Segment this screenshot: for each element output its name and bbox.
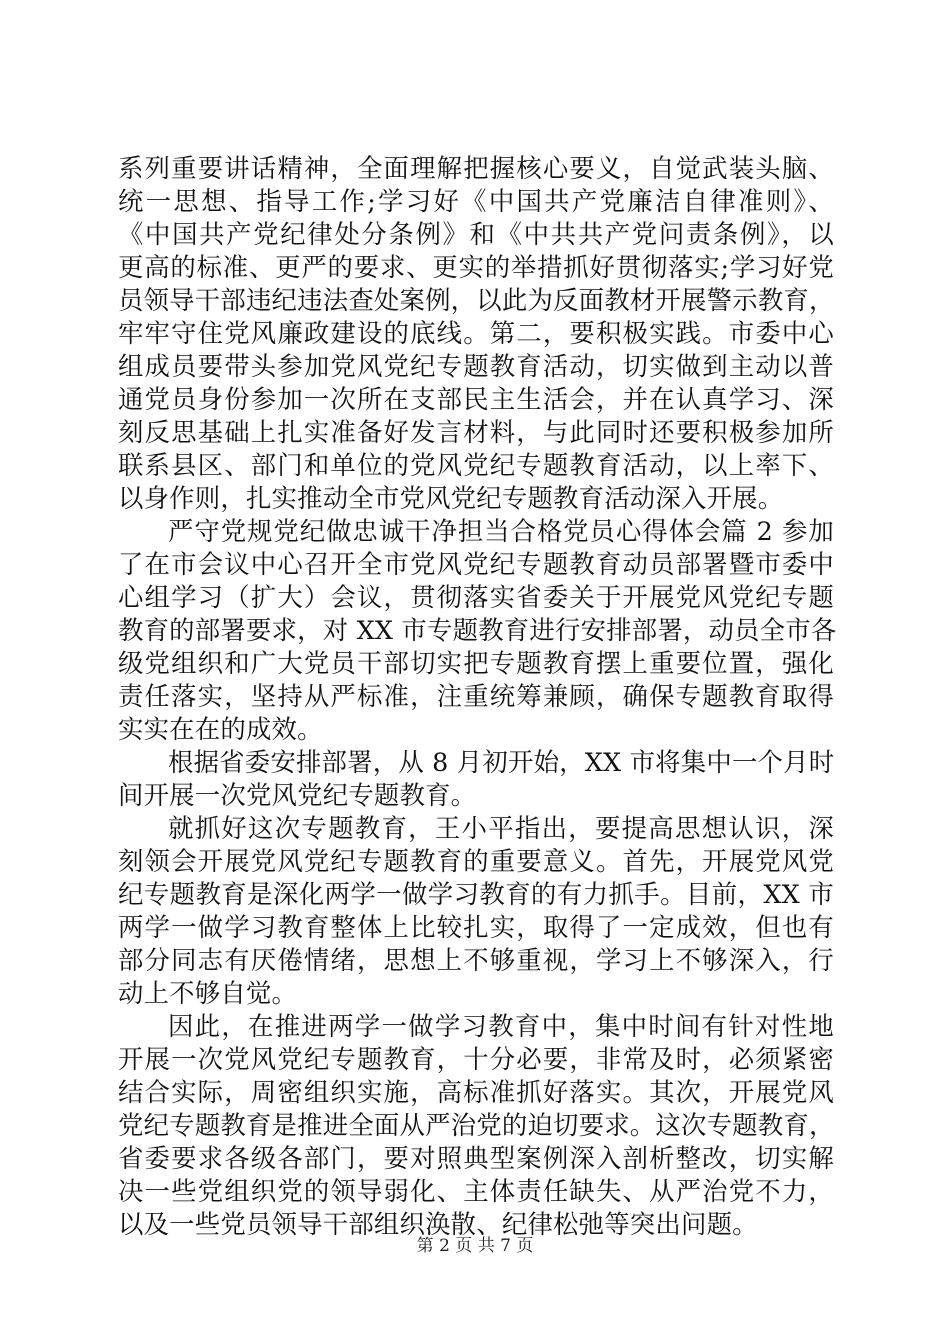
text-line: 员领导干部违纪违法查处案例，以此为反面教材开展警示教育， — [118, 285, 835, 315]
text-line: 统一思想、指导工作;学习好《中国共产党廉洁自律准则》、 — [118, 186, 834, 216]
text-line: 组成员要带头参加党风党纪专题教育活动，切实做到主动以普 — [118, 351, 834, 381]
text-line: 刻反思基础上扎实准备好发言材料，与此同时还要积极参加所 — [118, 417, 834, 447]
text-line: 党纪专题教育是推进全面从严治党的迫切要求。这次专题教育， — [118, 1110, 835, 1140]
text-line: 结合实际，周密组织实施，高标准抓好落实。其次，开展党风 — [118, 1077, 834, 1107]
text-line: 以身作则，扎实推动全市党风党纪专题教育活动深入开展。 — [118, 483, 784, 513]
text-line: 开展一次党风党纪专题教育，十分必要，非常及时，必须紧密 — [118, 1044, 834, 1074]
text-line: 纪专题教育是深化两学一做学习教育的有力抓手。目前，XX 市 — [118, 879, 834, 909]
page-footer: 第 2 页 共 7 页 — [416, 1236, 534, 1256]
text-line: 部分同志有厌倦情绪，思想上不够重视，学习上不够深入，行 — [118, 945, 834, 975]
text-line: 联系县区、部门和单位的党风党纪专题教育活动，以上率下、 — [118, 450, 834, 480]
text-line: 根据省委安排部署，从 8 月初开始，XX 市将集中一个月时 — [168, 747, 835, 777]
text-line: 通党员身份参加一次所在支部民主生活会，并在认真学习、深 — [118, 384, 834, 414]
body-text — [118, 152, 837, 1241]
text-line: 牢牢守住党风廉政建设的底线。第二，要积极实践。市委中心 — [118, 318, 834, 348]
text-line: 动上不够自觉。 — [118, 978, 298, 1008]
text-line: 级党组织和广大党员干部切实把专题教育摆上重要位置，强化 — [118, 648, 834, 678]
text-line: 就抓好这次专题教育，王小平指出，要提高思想认识，深 — [168, 813, 834, 843]
text-line: 了在市会议中心召开全市党风党纪专题教育动员部署暨市委中 — [118, 549, 834, 579]
text-line: 心组学习（扩大）会议，贯彻落实省委关于开展党风党纪专题 — [118, 582, 834, 612]
text-line: 系列重要讲话精神，全面理解把握核心要义，自觉武装头脑、 — [118, 153, 834, 183]
text-line: 省委要求各级各部门，要对照典型案例深入剖析整改，切实解 — [118, 1143, 834, 1173]
text-line: 间开展一次党风党纪专题教育。 — [118, 780, 477, 810]
text-line: 刻领会开展党风党纪专题教育的重要意义。首先，开展党风党 — [118, 846, 834, 876]
text-line: 教育的部署要求，对 XX 市专题教育进行安排部署，动员全市各 — [118, 615, 837, 645]
text-line: 两学一做学习教育整体上比较扎实，取得了一定成效，但也有 — [118, 912, 834, 942]
text-line: 决一些党组织党的领导弱化、主体责任缺失、从严治党不力， — [118, 1176, 834, 1206]
text-line: 严守党规党纪做忠诚干净担当合格党员心得体会篇 2 参加 — [168, 516, 834, 546]
text-line: 《中国共产党纪律处分条例》和《中共共产党问责条例》，以 — [118, 219, 834, 249]
text-line: 实实在在的成效。 — [118, 714, 323, 744]
text-line: 责任落实，坚持从严标准，注重统筹兼顾，确保专题教育取得 — [118, 681, 834, 711]
text-line: 因此，在推进两学一做学习教育中，集中时间有针对性地 — [168, 1011, 834, 1041]
text-line: 以及一些党员领导干部组织涣散、纪律松弛等突出问题。 — [118, 1209, 758, 1239]
text-line: 更高的标准、更严的要求、更实的举措抓好贯彻落实;学习好党 — [118, 252, 834, 282]
